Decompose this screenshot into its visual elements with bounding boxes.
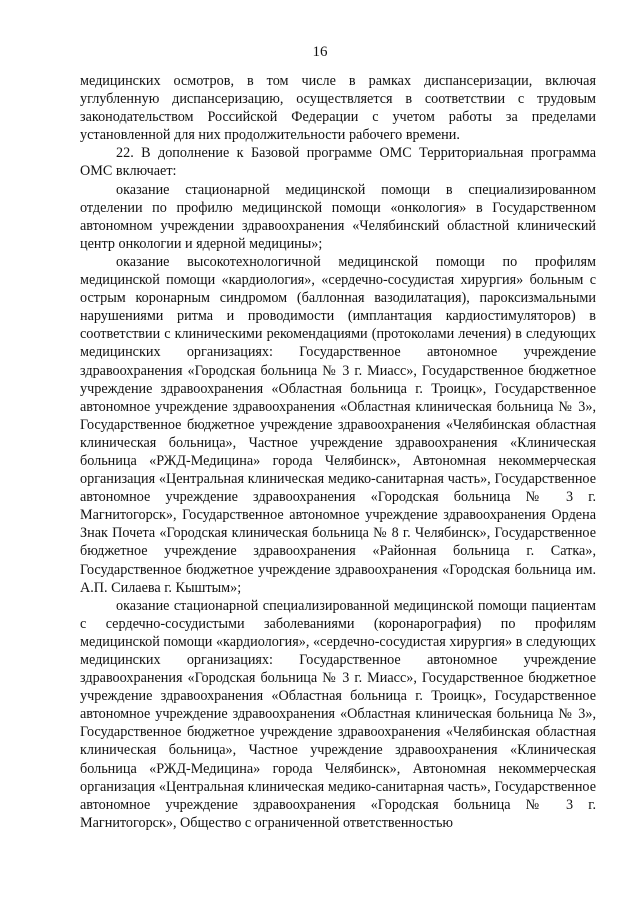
paragraph-coronarography: оказание стационарной специализированной медицинской помощи пациентам с сердечно-сосудистыми заболеваниями (коронарография) по профилям медицинской помощи «кардиология», «сердечно-сосудистая хирургия» в следующих медицинских организациях: Государственное автономное учреждение здравоохранения «Городская больница № 3 г. Миасс», Государственное бюджетное учреждение здравоохранения «Областная больница г. Троицк», Государственное автономное учреждение здравоохранения «Областная клиническая больница № 3», Государственное бюджетное учреждение здравоохранения «Челябинская областная клиническая больница», Частное учреждение здравоохранения «Клиническая больница «РЖД-Медицина» города Челябинск», Автономная некоммерческая организация «Центральная клиническая медико-санитарная часть», Государственное автономное учреждение здравоохранения «Городская больница № 3 г. Магнитогорск», Общество с ограниченной ответственностью: [80, 597, 596, 831]
paragraph-continuation: медицинских осмотров, в том числе в рамках диспансеризации, включая углубленную диспансеризацию, осуществляется в соответствии с трудовым законодательством Российской Федерации с учетом работы за пределами установленной для них продолжительности рабочего времени.: [80, 73, 596, 144]
paragraph-item-22: 22. В дополнение к Базовой программе ОМС Территориальная программа ОМС включает:: [80, 145, 596, 180]
document-body: [80, 72, 596, 832]
paragraph-oncology: оказание стационарной медицинской помощи в специализированном отделении по профилю медицинской помощи «онкология» в Государственном автономном учреждении здравоохранения «Челябинский областной клинический центр онкологии и ядерной медицины»;: [80, 181, 596, 252]
paragraph-high-tech-care: оказание высокотехнологичной медицинской помощи по профилям медицинской помощи «кардиология», «сердечно-сосудистая хирургия» больным с острым коронарным синдромом (баллонная вазодилатация), пароксизмальными нарушениями ритма и проводимости (имплантация кардиостимуляторов) в соответствии с клиническими рекомендациями (протоколами лечения) в следующих медицинских организациях: Государственное автономное учреждение здравоохранения «Городская больница № 3 г. Миасс», Государственное бюджетное учреждение здравоохранения «Областная больница г. Троицк», Государственное автономное учреждение здравоохранения «Областная клиническая больница № 3», Государственное бюджетное учреждение здравоохранения «Челябинская областная клиническая больница», Частное учреждение здравоохранения «Клиническая больница «РЖД-Медицина» города Челябинск», Автономная некоммерческая организация «Центральная клиническая медико-санитарная часть», Государственное автономное учреждение здравоохранения «Городская больница № 3 г. Магнитогорск», Государственное автономное учреждение здравоохранения Ордена Знак Почета «Городская клиническая больница № 8 г. Челябинск», Государственное бюджетное учреждение здравоохранения «Районная больница г. Сатка», Государственное бюджетное учреждение здравоохранения «Городская больница им. А.П. Силаева г. Кыштым»;: [80, 253, 596, 596]
page-number: 16: [312, 44, 328, 60]
